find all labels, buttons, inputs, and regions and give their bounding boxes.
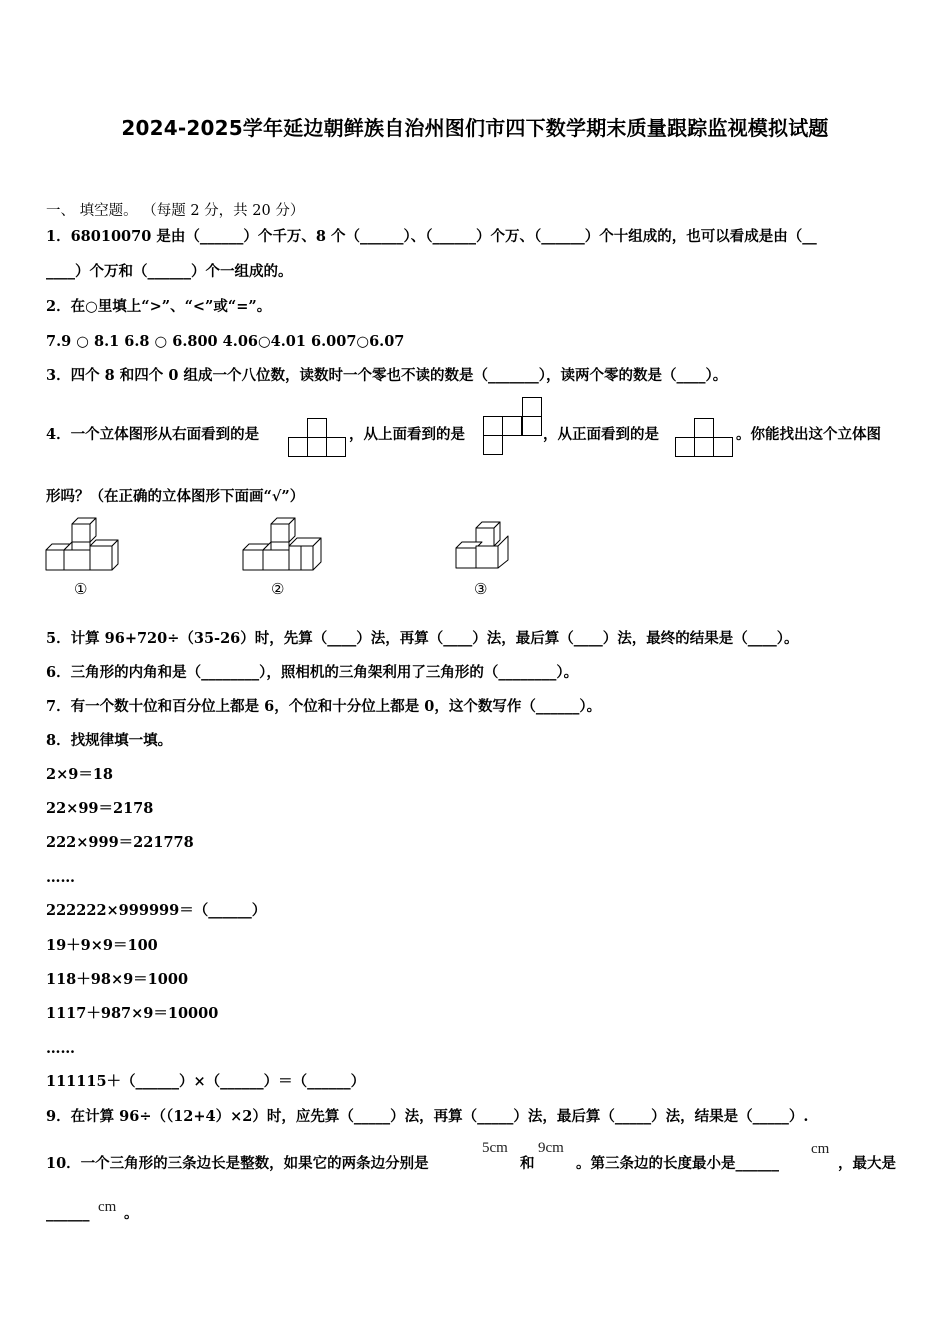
pattern-ellipsis: ……	[46, 1040, 75, 1057]
question-8-intro: 8．找规律填一填。	[46, 732, 173, 749]
pattern-line: 111115＋（______）×（______）＝（______）	[46, 1073, 366, 1090]
question-10-line-2: ______	[46, 1205, 90, 1222]
question-10-text-c: ，最大是	[838, 1155, 896, 1172]
front-view-figure	[675, 416, 737, 458]
unit-9cm: 9cm	[538, 1140, 564, 1156]
pattern-line: 118＋98×9＝1000	[46, 971, 189, 988]
right-view-figure	[288, 416, 348, 458]
question-9: 9．在计算 96÷（（12+4）×2）时，应先算（_____）法，再算（_____）法，最后算（_____）法，结果是（_____）.	[46, 1108, 809, 1125]
top-view-figure	[482, 396, 544, 458]
question-4-line-2: 形吗？（在正确的立体图形下面画“√”）	[46, 488, 305, 505]
question-1-line-2: ____）个万和（______）个一组成的。	[46, 263, 293, 280]
pattern-ellipsis: ……	[46, 869, 75, 886]
question-6: 6．三角形的内角和是（________），照相机的三角架利用了三角形的（________）。	[46, 664, 579, 681]
pattern-line: 22×99＝2178	[46, 800, 154, 817]
question-10-text-a: 10．一个三角形的三条边长是整数，如果它的两条边分别是	[46, 1155, 429, 1172]
option-3-label: ③	[474, 580, 488, 598]
question-1-line-1: 1．68010070 是由（______）个千万、8 个（______）、（______）个万、（______）个十组成的，也可以看成是由（__	[46, 228, 817, 245]
question-10-and: 和	[520, 1155, 535, 1172]
question-4-text-b: ，从上面看到的是	[349, 426, 465, 443]
question-4-text-c: ，从正面看到的是	[543, 426, 659, 443]
unit-5cm: 5cm	[482, 1140, 508, 1156]
question-4-text-a: 4．一个立体图形从右面看到的是	[46, 426, 260, 443]
pattern-line: 2×9＝18	[46, 766, 114, 783]
pattern-line: 1117＋987×9＝10000	[46, 1005, 219, 1022]
question-10-text-b: 。第三条边的长度最小是______	[576, 1155, 779, 1172]
pattern-line: 19＋9×9＝100	[46, 937, 158, 954]
option-1-label: ①	[74, 580, 88, 598]
question-5: 5．计算 96+720÷（35-26）时，先算（____）法，再算（____）法，最后算（____）法，最终的结果是（____）。	[46, 630, 799, 647]
unit-cm: cm	[811, 1141, 830, 1157]
pattern-line: 222222×999999＝（______）	[46, 902, 267, 919]
pattern-line: 222×999＝221778	[46, 834, 194, 851]
unit-cm-2: cm	[98, 1199, 117, 1215]
solid-figure-3	[454, 520, 514, 572]
page-title: 2024-2025学年延边朝鲜族自治州图们市四下数学期末质量跟踪监视模拟试题	[121, 116, 829, 140]
question-2-line-1: 2．在○里填上“>”、“<”或“=”。	[46, 298, 272, 315]
question-10-end: 。	[124, 1205, 139, 1222]
section-heading: 一、 填空题。 （每题 2 分，共 20 分）	[46, 203, 305, 219]
solid-figure-2	[241, 516, 327, 574]
solid-figure-1	[44, 516, 124, 574]
question-3: 3．四个 8 和四个 0 组成一个八位数，读数时一个零也不读的数是（_______），读两个零的数是（____）。	[46, 367, 728, 384]
question-4-text-d: 。你能找出这个立体图	[736, 426, 881, 443]
question-2-line-2: 7.9 ○ 8.1 6.8 ○ 6.800 4.06○4.01 6.007○6.07	[46, 333, 405, 350]
option-2-label: ②	[271, 580, 285, 598]
question-7: 7．有一个数十位和百分位上都是 6，个位和十分位上都是 0，这个数写作（______）。	[46, 698, 602, 715]
